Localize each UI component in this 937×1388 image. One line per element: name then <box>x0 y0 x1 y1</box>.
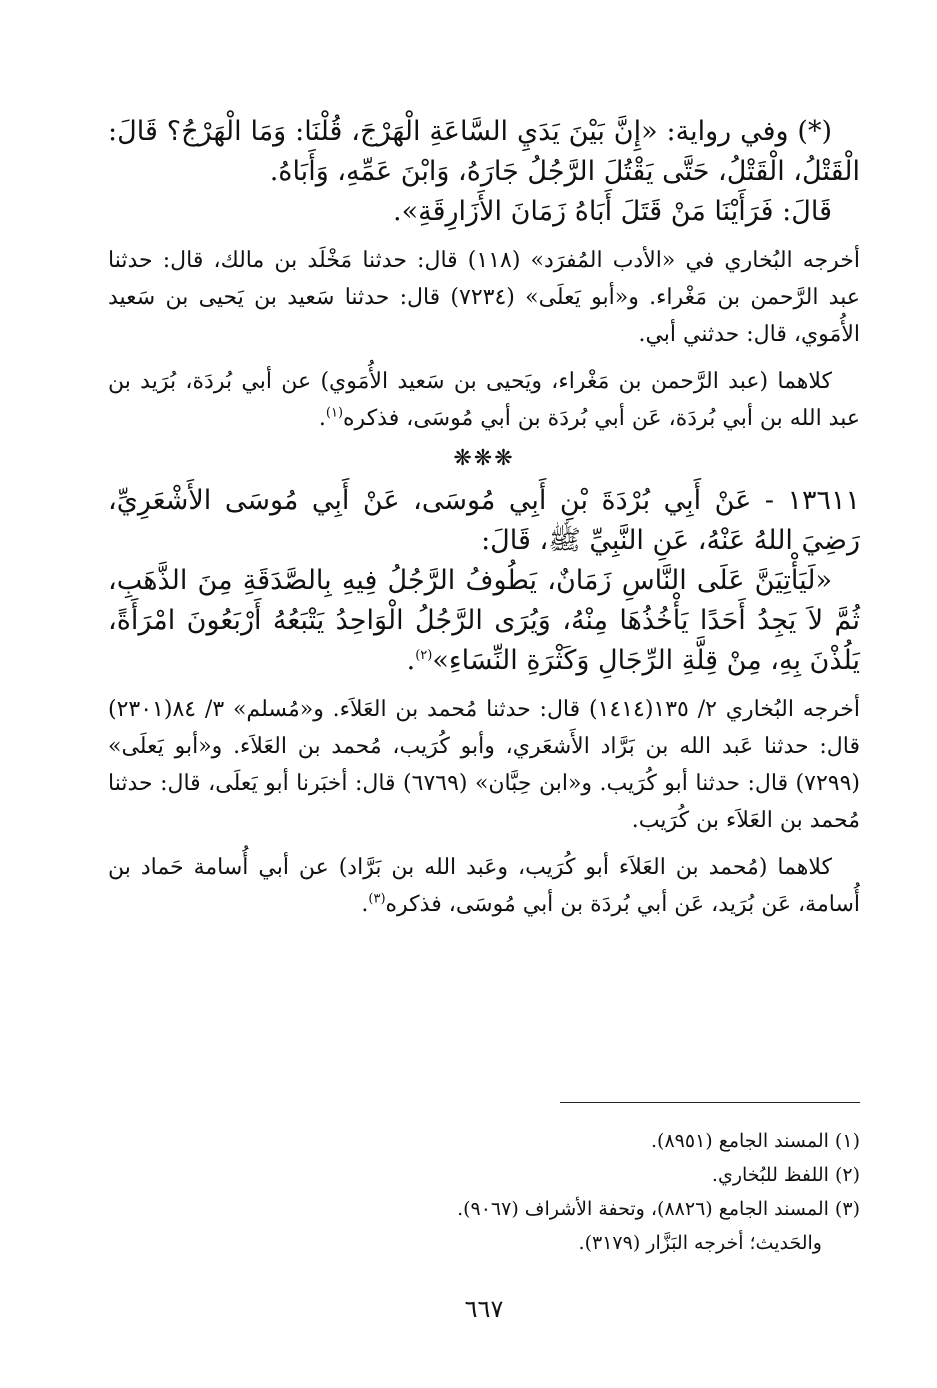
page-number: ٦٦٧ <box>464 1295 504 1323</box>
hadith-matn-text: «لَيَأْتِيَنَّ عَلَى النَّاسِ زَمَانٌ، يَطُوفُ الرَّجُلُ فِيهِ بِالصَّدَقَةِ مِنَ الذَّهَبِ، ثُمَّ لاَ يَجِدُ أَحَدًا يَأْخُذُهَا مِنْهُ، وَيُرَى الرَّجُلُ الْوَاحِدُ يَتْبَعُهُ أَرْبَعُونَ امْرَأَةً، يَلُذْنَ بِهِ، مِنْ قِلَّةِ الرِّجَالِ وَكَثْرَةِ النِّسَاءِ» <box>108 565 860 676</box>
takhrij-text-1: أخرجه البُخاري في «الأدب المُفرَد» (١١٨) قال: حدثنا مَخْلَد بن مالك، قال: حدثنا عبد الرَّحمن بن مَغْراء. و«أبو يَعلَى» (٧٢٣٤) قال: حدثنا سَعيد بن يَحيى بن سَعيد الأُمَوي، قال: حدثني أبي. <box>108 248 860 347</box>
takhrij-paragraph-1 <box>108 242 860 353</box>
hadith-isnad-paragraph <box>108 481 860 561</box>
kilahuma-paragraph-2: كلاهما (مُحمد بن العَلاَء أبو كُرَيب، وعَبد الله بن بَرَّاد) عن أبي أُسامة حَماد بن أُسامة، عَن بُرَيد، عَن أبي بُردَة بن أبي مُوسَى، فذكره$^{(٣)}$. <box>108 855 860 917</box>
hadith-matn-paragraph: «لَيَأْتِيَنَّ عَلَى النَّاسِ زَمَانٌ، يَطُوفُ الرَّجُلُ فِيهِ بِالصَّدَقَةِ مِنَ الذَّهَبِ، ثُمَّ لاَ يَجِدُ أَحَدًا يَأْخُذُهَا مِنْهُ، وَيُرَى الرَّجُلُ الْوَاحِدُ يَتْبَعُهُ أَرْبَعُونَ امْرَأَةً، يَلُذْنَ بِهِ، مِنْ قِلَّةِ الرِّجَالِ وَكَثْرَةِ النِّسَاءِ»$^{(٢)}$. <box>108 565 860 676</box>
footnote-2: (٢) اللفظ للبُخاري. <box>711 1164 860 1186</box>
footnotes <box>108 1124 860 1260</box>
takhrij-text-2: أخرجه البُخاري ٢/ ١٣٥(١٤١٤) قال: حدثنا مُحمد بن العَلاَء. و«مُسلم» ٣/ ٨٤(٢٣٠١) قال: حدثنا عَبد الله بن بَرَّاد الأَشعَري، وأبو كُرَيب، مُحمد بن العَلاَء. و«أبو يَعلَى» (٧٢٩٩) قال: حدثنا أبو كُرَيب. و«ابن حِبَّان» (٦٧٦٩) قال: أخبَرنا أبو يَعلَى، قال: حدثنا مُحمد بن العَلاَء بن كُرَيب. <box>108 697 861 833</box>
kilahuma-text-2: كلاهما (مُحمد بن العَلاَء أبو كُرَيب، وعَبد الله بن بَرَّاد) عن أبي أُسامة حَماد بن أُسامة، عَن بُرَيد، عَن أبي بُردَة بن أبي مُوسَى، فذكره <box>108 855 860 917</box>
section-separator: ❋❋❋ <box>453 446 515 471</box>
riwaya-paragraph <box>108 112 860 192</box>
footnote-3: (٣) المسند الجامع (٨٨٢٦)، وتحفة الأشراف (٩٠٦٧). <box>457 1198 860 1220</box>
footnote-ref-3: (٣) <box>368 891 386 907</box>
hadith-isnad-text: ١٣٦١١ - عَنْ أَبِي بُرْدَةَ بْنِ أَبِي مُوسَى، عَنْ أَبِي مُوسَى الأَشْعَرِيِّ، رَضِيَ اللهُ عَنْهُ، عَنِ النَّبِيِّ ﷺ، قَالَ: <box>108 485 860 556</box>
riwaya-continuation-text: قَالَ: فَرَأَيْنَا مَنْ قَتَلَ أَبَاهُ زَمَانَ الأَزَارِقَةِ». <box>393 196 832 227</box>
footnote-ref-1: (١) <box>325 405 344 421</box>
kilahuma-text-1: كلاهما (عبد الرَّحمن بن مَغْراء، ويَحيى بن سَعيد الأُمَوي) عن أبي بُردَة، بُرَيد بن عبد الله بن أبي بُردَة، عَن أبي بُردَة بن أبي مُوسَى، فذكره <box>108 369 860 431</box>
takhrij-paragraph-2 <box>108 691 860 839</box>
footnote-3-continuation: والحَديث؛ أخرجه البَزَّار (٣١٧٩). <box>578 1232 822 1254</box>
footnote-divider <box>560 1102 860 1103</box>
footnote-1: (١) المسند الجامع (٨٩٥١). <box>651 1130 860 1152</box>
book-page <box>108 112 860 1342</box>
riwaya-continuation <box>108 192 860 232</box>
footnote-ref-2: (٢) <box>415 648 433 663</box>
riwaya-text: (*) وفي رواية: «إِنَّ بَيْنَ يَدَيِ السَّاعَةِ الْهَرْجَ، قُلْنَا: وَمَا الْهَرْجُ؟ قَالَ: الْقَتْلُ، الْقَتْلُ، حَتَّى يَقْتُلَ الرَّجُلُ جَارَهُ، وَابْنَ عَمِّهِ، وَأَبَاهُ. <box>108 116 860 187</box>
kilahuma-paragraph-1: كلاهما (عبد الرَّحمن بن مَغْراء، ويَحيى بن سَعيد الأُمَوي) عن أبي بُردَة، بُرَيد بن عبد الله بن أبي بُردَة، عَن أبي بُردَة بن أبي مُوسَى، فذكره$^{(١)}$. <box>108 369 860 431</box>
